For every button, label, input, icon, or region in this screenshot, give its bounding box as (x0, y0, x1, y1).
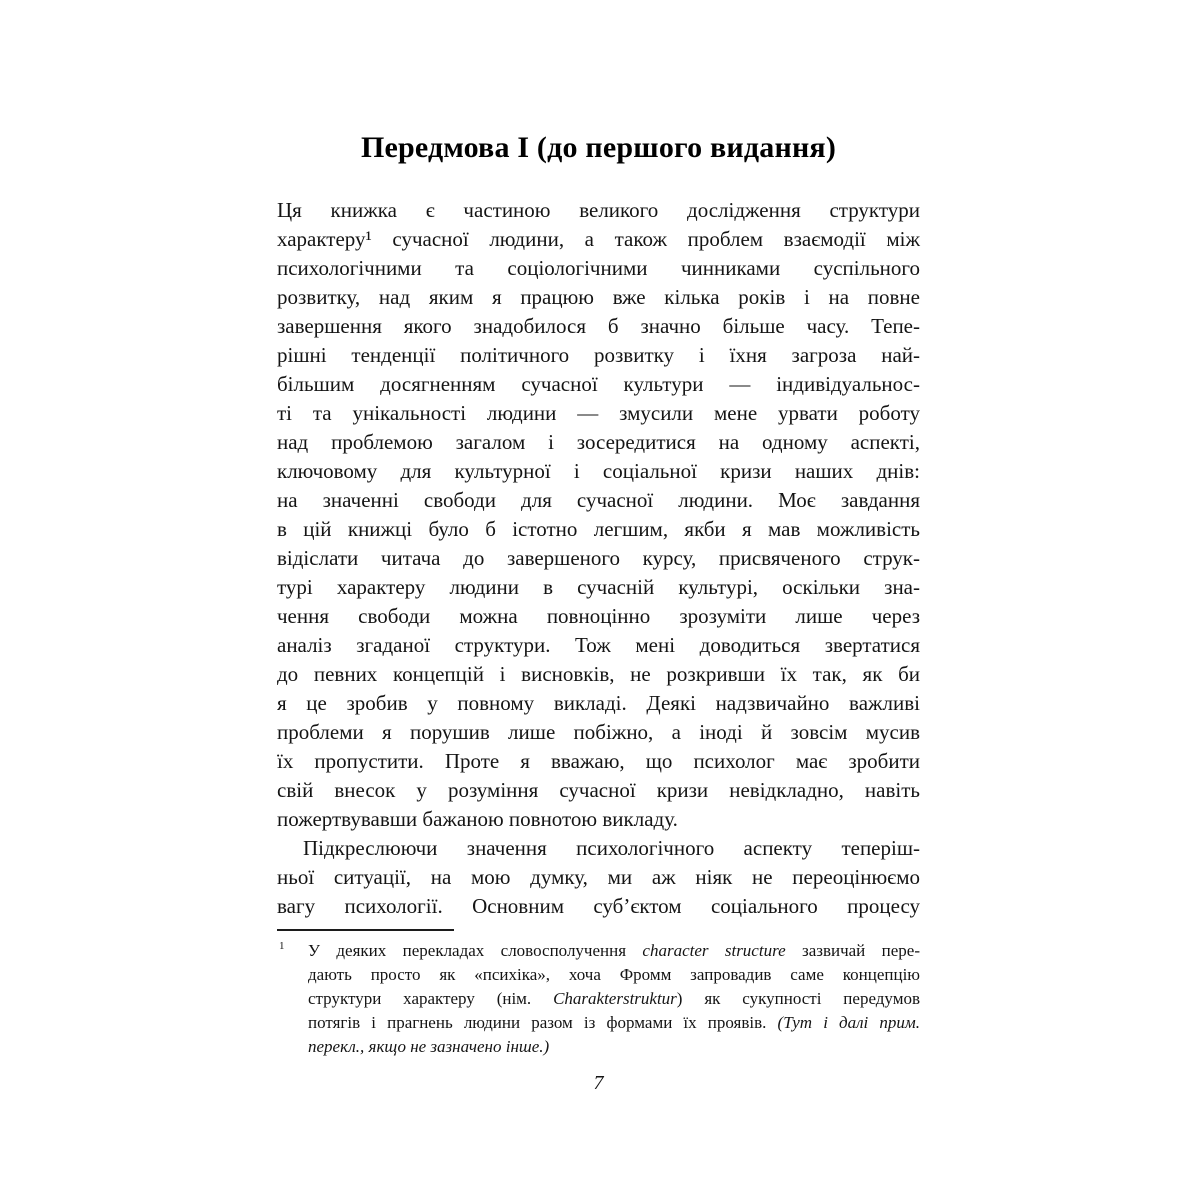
text-line: ті та унікальності людини — змусили мене урвати роботу (277, 401, 920, 425)
footnote (277, 939, 920, 1059)
text-line: турі характеру людини в сучасній культурі, оскільки зна- (277, 575, 920, 599)
chapter-title: Передмова I (до першого видання) (360, 131, 837, 164)
text-line: Ця книжка є частиною великого дослідження структури (277, 198, 920, 222)
text-line: характеру¹ сучасної людини, а також проблем взаємодії між (277, 227, 920, 251)
text-line: ньої ситуації, на мою думку, ми аж ніяк не переоцінюємо (277, 865, 920, 889)
text-line: психологічними та соціологічними чинниками суспільного (277, 256, 920, 280)
text-line: вагу психології. Основним суб’єктом соціального процесу (277, 894, 920, 918)
text-line: перекл., якщо не зазначено інше.) (308, 1037, 550, 1056)
text-line: проблеми я порушив лише побіжно, а іноді й зовсім мусив (277, 720, 920, 744)
text-line: пожертвувавши бажаною повнотою викладу. (277, 807, 678, 831)
footnote-marker: 1 (279, 940, 285, 952)
text-line: я це зробив у повному викладі. Деякі надзвичайно важливі (277, 691, 920, 715)
text-line: над проблемою загалом і зосередитися на одному аспекті, (277, 430, 920, 454)
paragraph-2 (277, 834, 920, 921)
footnote-text (308, 939, 920, 1059)
text-line: завершення якого знадобилося б значно більше часу. Тепе- (277, 314, 920, 338)
text-line: У деяких перекладах словосполучення character structure зазвичай пере- (308, 941, 920, 960)
text-line: відіслати читача до завершеного курсу, присвяченого струк- (277, 546, 920, 570)
text-line: свій внесок у розуміння сучасної кризи невідкладно, навіть (277, 778, 920, 802)
text-line: розвитку, над яким я працюю вже кілька років і на повне (277, 285, 920, 309)
text-line: більшим досягненням сучасної культури — індивідуальнос- (277, 372, 920, 396)
text-line: Підкреслюючи значення психологічного аспекту теперіш- (303, 836, 920, 860)
text-line: ключовому для культурної і соціальної кризи наших днів: (277, 459, 920, 483)
text-line: структури характеру (нім. Charakterstruktur) як сукупності передумов (308, 989, 920, 1008)
text-line: дають просто як «психіка», хоча Фромм запровадив саме концепцію (308, 965, 920, 984)
text-line: потягів і прагнень людини разом із формами їх проявів. (Тут і далі прим. (308, 1013, 920, 1032)
text-line: на значенні свободи для сучасної людини. Моє завдання (277, 488, 920, 512)
text-line: чення свободи можна повноцінно зрозуміти лише через (277, 604, 920, 628)
text-line: в цій книжці було б істотно легшим, якби я мав можливість (277, 517, 920, 541)
text-line: аналіз згаданої структури. Тож мені доводиться звертатися (277, 633, 920, 657)
text-line: до певних концепцій і висновків, не розкривши їх так, як би (277, 662, 920, 686)
page-number: 7 (593, 1072, 604, 1094)
text-line: їх пропустити. Проте я вважаю, що психолог має зробити (277, 749, 920, 773)
footnote-rule (277, 929, 454, 931)
text-line: рішні тенденції політичного розвитку і їхня загроза най- (277, 343, 920, 367)
paragraph-1 (277, 196, 920, 834)
text-column (277, 0, 920, 1095)
